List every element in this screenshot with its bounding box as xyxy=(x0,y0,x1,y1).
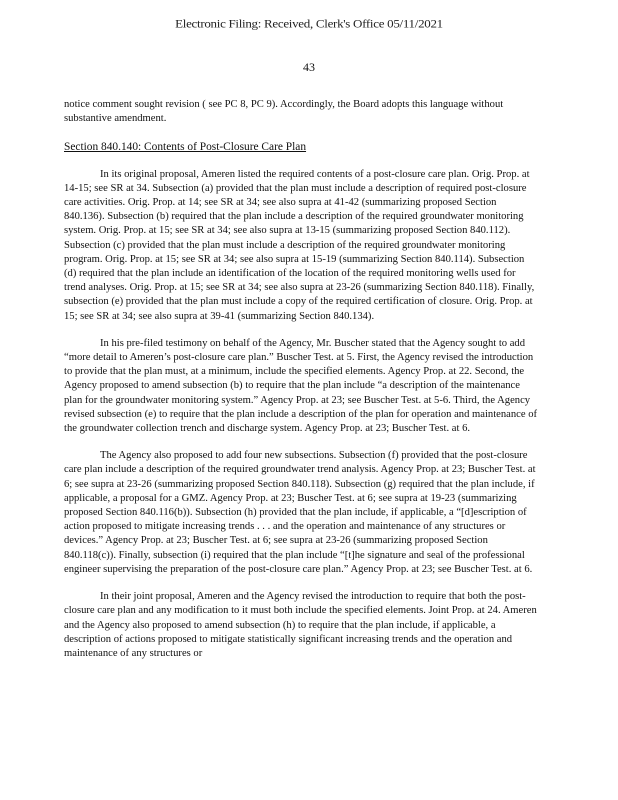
document-body xyxy=(64,98,538,661)
section-heading: Section 840.140: Contents of Post-Closure Care Plan xyxy=(64,141,307,154)
page-number: 43 xyxy=(303,60,315,74)
paragraph-original-proposal: In its original proposal, Ameren listed the required contents of a post-closure care plan. Orig. Prop. at 14-15; see SR at 34. Subsection (a) provided that the plan must include a description of required post-closure care activities. Orig. Prop. at 14; see SR at 34; see also supra at 41-42 (summarizing proposed Section 840.136). Subsection (b) required that the plan include a description of the required groundwater monitoring system. Orig. Prop. at 15; see SR at 34; see also supra at 13-15 (summarizing proposed Section 840.112). Subsection (c) provided that the plan must include a description of the required groundwater monitoring program. Orig. Prop. at 15; see SR at 34; see also supra at 15-19 (summarizing Section 840.114). Subsection (d) required that the plan include an identification of the location of the required monitoring wells used for trend analyses. Orig. Prop. at 15; see SR at 34; see also supra at 23-26 (summarizing Section 840.118). Finally, subsection (e) provided that the plan must include a copy of the required certification of closure. Orig. Prop. at 15; see SR at 34; see also supra at 39-41 (summarizing Section 840.134). xyxy=(64,168,535,322)
paragraph-continuation: notice comment sought revision ( see PC 8, PC 9). Accordingly, the Board adopts this language without substantive amendment. xyxy=(64,99,504,125)
paragraph-joint-proposal: In their joint proposal, Ameren and the Agency revised the introduction to require that both the post-closure care plan and any modification to it must both include the specified elements. Joint Prop. at 24. Ameren and the Agency also proposed to amend subsection (h) to require that the plan include, if applicable, a description of actions proposed to mitigate statistically significant increasing trends and the operation and maintenance of any structures or xyxy=(64,591,537,659)
filing-stamp-header: Electronic Filing: Received, Clerk's Office 05/11/2021 xyxy=(175,17,443,30)
paragraph-buscher-testimony: In his pre-filed testimony on behalf of the Agency, Mr. Buscher stated that the Agency sought to add “more detail to Ameren’s post-closure care plan.” Buscher Test. at 5. First, the Agency revised the introduction to provide that the plan must, at a minimum, include the specified elements. Agency Prop. at 22. Second, the Agency proposed to amend subsection (b) to require that the plan include “a description of the maintenance plan for the groundwater monitoring system.” Agency Prop. at 23; see Buscher Test. at 5-6. Third, the Agency revised subsection (e) to require that the plan include a description of the plan for operation and maintenance of the groundwater collection trench and discharge system. Agency Prop. at 23; Buscher Test. at 6. xyxy=(64,337,538,435)
paragraph-new-subsections: The Agency also proposed to add four new subsections. Subsection (f) provided that the post-closure care plan include a description of the required groundwater trend analysis. Agency Prop. at 23; Buscher Test. at 6; see supra at 23-26 (summarizing proposed Section 840.118). Subsection (g) required that the plan include, if applicable, a proposal for a GMZ. Agency Prop. at 23; Buscher Test. at 6; see supra at 19-23 (summarizing proposed Section 840.116(b)). Subsection (h) provided that the plan include, if applicable, a “[d]escription of action proposed to mitigate increasing trends . . . and the operation and maintenance of any structures or devices.” Agency Prop. at 23; Buscher Test. at 6; see supra at 23-26 (summarizing proposed Section 840.118(c)). Finally, subsection (i) required that the plan include “[t]he signature and seal of the professional engineer supervising the preparation of the post-closure care plan.” Agency Prop. at 23; see Buscher Test. at 6. xyxy=(64,450,536,575)
